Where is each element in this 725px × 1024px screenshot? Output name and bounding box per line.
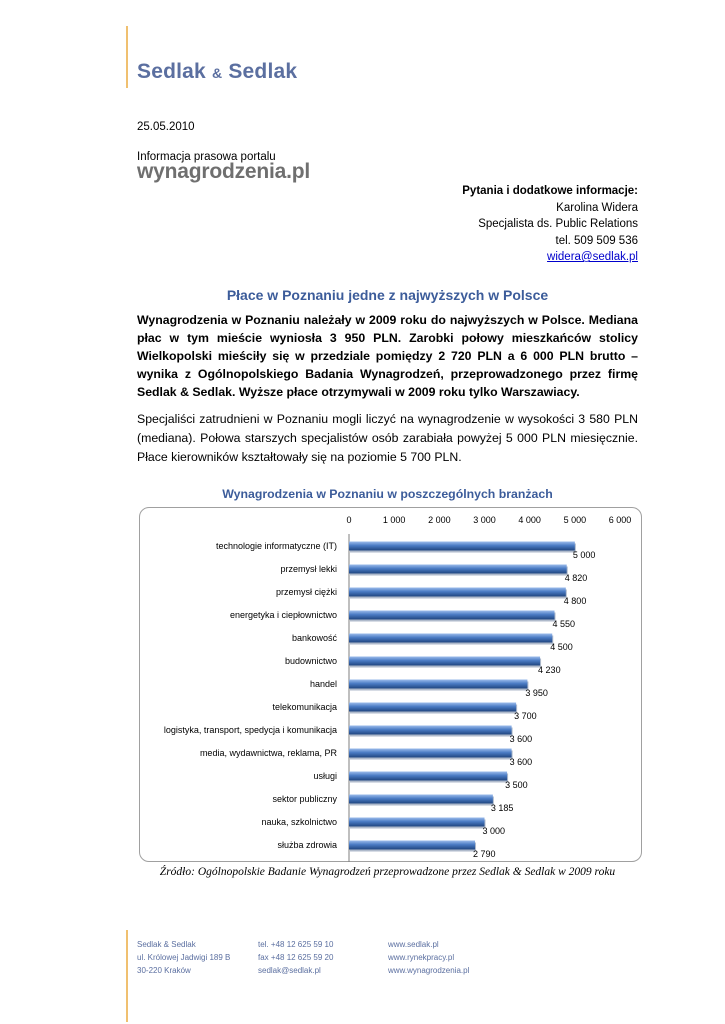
brand-logo: [137, 60, 297, 84]
bar: [349, 703, 516, 712]
category-label: handel: [309, 679, 337, 689]
category-label: budownictwo: [284, 656, 337, 666]
press-info-label: Informacja prasowa portalu: [137, 151, 276, 163]
bar: [349, 680, 527, 689]
x-tick-label: 6 000: [608, 515, 632, 525]
brand-left: Sedlak: [137, 60, 206, 83]
bar: [349, 565, 567, 574]
category-label: nauka, szkolnictwo: [261, 817, 337, 827]
category-label: przemysł lekki: [280, 564, 337, 574]
x-tick-label: 3 000: [473, 515, 496, 525]
article-title: Płace w Poznaniu jedne z najwyższych w Polsce: [226, 287, 549, 303]
data-label: 3 700: [514, 711, 537, 721]
article-paragraph: Specjaliści zatrudnieni w Poznaniu mogli liczyć na wynagrodzenie w wysokości 3 580 PLN (mediana). Połowa starszych specjalistów osób zarabiała powyżej 5 000 PLN miesięcznie. Płace kierowników kształtowały się na poziomie 5 700 PLN.: [137, 412, 638, 464]
data-label: 4 230: [538, 665, 561, 675]
data-label: 3 600: [509, 734, 533, 744]
bar: [349, 611, 555, 620]
bar: [349, 634, 552, 643]
category-label: usługi: [313, 771, 337, 781]
salary-bar-chart: [139, 507, 642, 862]
data-label: 3 600: [509, 757, 533, 767]
brand-right: Sedlak: [228, 60, 298, 83]
brand-amp: &: [211, 65, 223, 81]
footer-email[interactable]: sedlak@sedlak.pl: [258, 966, 321, 975]
footer-phones: [258, 938, 333, 977]
category-label: logistyka, transport, spedycja i komunikacja: [163, 725, 337, 735]
footer-web-2[interactable]: www.rynekpracy.pl: [388, 953, 455, 962]
bar: [349, 795, 493, 804]
footer-street: ul. Królowej Jadwigi 189 B: [137, 953, 231, 962]
release-date: 25.05.2010: [137, 121, 195, 133]
x-tick-label: 0: [346, 515, 352, 525]
bar: [349, 818, 485, 827]
contact-heading: Pytania i dodatkowe informacje:: [462, 185, 638, 197]
portal-logo: wynagrodzenia.pl: [137, 160, 310, 183]
category-label: energetyka i ciepłownictwo: [229, 610, 337, 620]
category-label: bankowość: [291, 633, 337, 643]
data-label: 4 500: [550, 642, 573, 652]
data-label: 3 500: [505, 780, 528, 790]
x-tick-label: 4 000: [518, 515, 541, 525]
contact-role: Specjalista ds. Public Relations: [478, 218, 638, 230]
x-tick-label: 2 000: [428, 515, 451, 525]
data-label: 2 790: [473, 849, 496, 859]
category-label: służba zdrowia: [277, 840, 337, 850]
data-label: 3 185: [490, 803, 514, 813]
footer-accent-line: [126, 930, 128, 1022]
contact-phone: tel. 509 509 536: [555, 234, 638, 247]
footer-web-1[interactable]: www.sedlak.pl: [388, 940, 439, 949]
chart-title: Wynagrodzenia w Poznaniu w poszczególnych branżach: [222, 487, 553, 501]
contact-block: [462, 183, 638, 266]
footer-websites: [388, 938, 469, 977]
contact-name: Karolina Widera: [556, 201, 638, 214]
data-label: 4 550: [552, 619, 576, 629]
data-label: 4 820: [564, 573, 588, 583]
data-label: 5 000: [572, 550, 596, 560]
bar: [349, 542, 575, 551]
category-label: media, wydawnictwa, reklama, PR: [199, 748, 337, 758]
bar: [349, 772, 507, 781]
bar: [349, 726, 512, 735]
data-label: 3 950: [525, 688, 548, 698]
x-tick-label: 5 000: [563, 515, 587, 525]
header-accent-line: [126, 26, 128, 88]
chart-source-note: Źródło: Ogólnopolskie Badanie Wynagrodzeń przeprowadzone przez Sedlak & Sedlak w 2009 roku: [159, 866, 616, 878]
footer-tel: tel. +48 12 625 59 10: [258, 940, 334, 949]
footer-fax: fax +48 12 625 59 20: [258, 953, 334, 962]
bar: [349, 841, 475, 850]
footer-city: 30-220 Kraków: [137, 966, 191, 975]
data-label: 4 800: [563, 596, 587, 606]
bar: [349, 657, 540, 666]
category-label: telekomunikacja: [272, 702, 337, 712]
bar: [349, 588, 566, 597]
bar: [349, 749, 512, 758]
contact-email-link[interactable]: widera@sedlak.pl: [547, 251, 638, 263]
footer-company: Sedlak & Sedlak: [137, 940, 196, 949]
data-label: 3 000: [482, 826, 506, 836]
category-label: przemysł ciężki: [275, 587, 337, 597]
footer-address: [137, 938, 230, 977]
category-label: sektor publiczny: [272, 794, 337, 804]
article-lead: Wynagrodzenia w Poznaniu należały w 2009 roku do najwyższych w Polsce. Mediana płac w tym mieście wyniosła 3 950 PLN. Zarobki połowy mieszkańców stolicy Wielkopolski mieściły się w przedziale pomiędzy 2 720 PLN a 6 000 PLN brutto – wynika z Ogólnopolskiego Badania Wynagrodzeń, przeprowadzonego przez firmę Sedlak & Sedlak. Wyższe płace otrzymywali w 2009 roku tylko Warszawiacy.: [137, 313, 638, 399]
x-tick-label: 1 000: [382, 515, 406, 525]
footer-web-3[interactable]: www.wynagrodzenia.pl: [388, 966, 470, 975]
category-label: technologie informatyczne (IT): [215, 541, 337, 551]
